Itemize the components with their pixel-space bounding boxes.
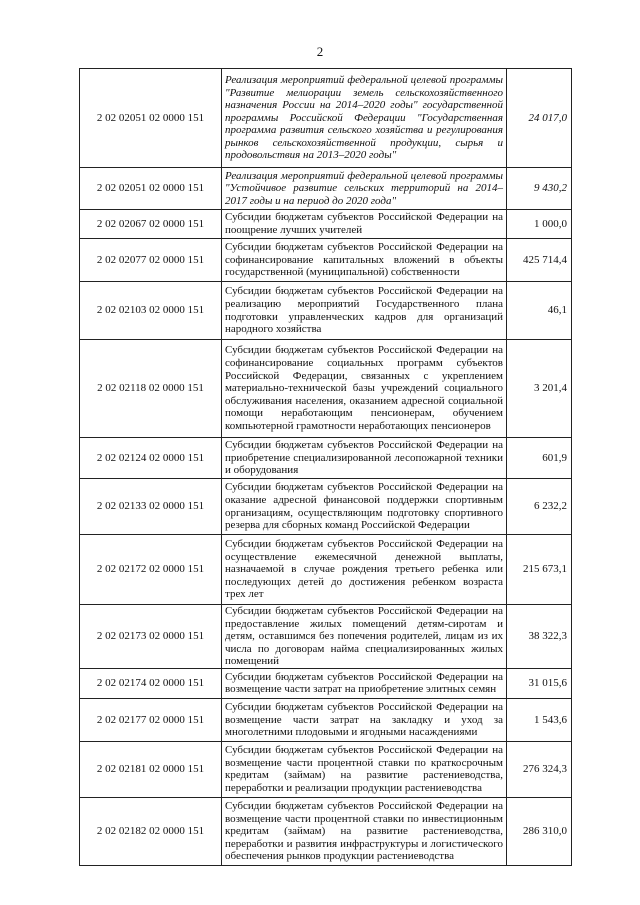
budget-code-cell: 2 02 02173 02 0000 151 (80, 605, 222, 669)
page-number: 2 (316, 44, 324, 59)
amount-cell: 425 714,4 (507, 239, 572, 282)
table-row (80, 797, 572, 865)
budget-code-cell: 2 02 02118 02 0000 151 (80, 340, 222, 438)
budget-code-cell: 2 02 02103 02 0000 151 (80, 282, 222, 340)
budget-revenue-table (79, 68, 572, 866)
table-row (80, 698, 572, 741)
amount-cell: 9 430,2 (507, 168, 572, 210)
description-cell: Субсидии бюджетам субъектов Российской Федерации на приобретение специализированной лесопожарной техники и оборудования (222, 438, 507, 479)
table-row (80, 535, 572, 605)
budget-code-cell: 2 02 02124 02 0000 151 (80, 438, 222, 479)
table-row (80, 282, 572, 340)
table-row (80, 741, 572, 797)
amount-cell: 38 322,3 (507, 605, 572, 669)
table-row (80, 168, 572, 210)
budget-code-cell: 2 02 02067 02 0000 151 (80, 210, 222, 239)
table-row (80, 69, 572, 168)
description-cell: Субсидии бюджетам субъектов Российской Федерации на возмещение части процентной ставки по краткосрочным кредитам (займам) на развитие растениеводства, переработки и реализации продукции растениеводства (222, 741, 507, 797)
budget-code-cell: 2 02 02174 02 0000 151 (80, 668, 222, 698)
amount-cell: 31 015,6 (507, 668, 572, 698)
amount-cell: 276 324,3 (507, 741, 572, 797)
budget-code-cell: 2 02 02182 02 0000 151 (80, 797, 222, 865)
description-cell: Реализация мероприятий федеральной целевой программы "Устойчивое развитие сельских территорий на 2014–2017 годы и на период до 2020 года" (222, 168, 507, 210)
description-cell: Субсидии бюджетам субъектов Российской Федерации на предоставление жилых помещений детям-сиротам и детям, оставшимся без попечения родителей, лицам из их числа по договорам найма специализированных жилых помещений (222, 605, 507, 669)
table-row (80, 438, 572, 479)
amount-cell: 215 673,1 (507, 535, 572, 605)
amount-cell: 286 310,0 (507, 797, 572, 865)
description-cell: Субсидии бюджетам субъектов Российской Федерации на возмещение части процентной ставки по инвестиционным кредитам (займам) на развитие растениеводства, переработки и развития инфраструктуры и логистического обеспечения рынков продукции растениеводства (222, 797, 507, 865)
description-cell: Субсидии бюджетам субъектов Российской Федерации на возмещение части затрат на закладку и уход за многолетними плодовыми и ягодными насаждениями (222, 698, 507, 741)
budget-code-cell: 2 02 02177 02 0000 151 (80, 698, 222, 741)
table-row (80, 239, 572, 282)
amount-cell: 1 543,6 (507, 698, 572, 741)
table-row (80, 479, 572, 535)
description-cell: Субсидии бюджетам субъектов Российской Федерации на софинансирование капитальных вложений в объекты государственной (муниципальной) собственности (222, 239, 507, 282)
table-row (80, 605, 572, 669)
description-cell: Субсидии бюджетам субъектов Российской Федерации на софинансирование социальных программ субъектов Российской Федерации, связанных с укреплением материально-технической базы учреждений социального обслуживания населения, оказанием адресной социальной помощи неработающим пенсионерам, обучением компьютерной грамотности неработающих пенсионеров (222, 340, 507, 438)
budget-code-cell: 2 02 02051 02 0000 151 (80, 168, 222, 210)
amount-cell: 46,1 (507, 282, 572, 340)
table-row (80, 340, 572, 438)
budget-code-cell: 2 02 02051 02 0000 151 (80, 69, 222, 168)
amount-cell: 24 017,0 (507, 69, 572, 168)
description-cell: Реализация мероприятий федеральной целевой программы "Развитие мелиорации земель сельскохозяйственного назначения России на 2014–2020 годы" государственной программы Российской Федерации "Государственная программа развития сельского хозяйства и регулирования рынков сельскохозяйственной продукции, сырья и продовольствия на 2013–2020 годы" (222, 69, 507, 168)
description-cell: Субсидии бюджетам субъектов Российской Федерации на реализацию мероприятий Государственного плана подготовки управленческих кадров для организаций народного хозяйства (222, 282, 507, 340)
description-cell: Субсидии бюджетам субъектов Российской Федерации на поощрение лучших учителей (222, 210, 507, 239)
budget-code-cell: 2 02 02172 02 0000 151 (80, 535, 222, 605)
amount-cell: 601,9 (507, 438, 572, 479)
amount-cell: 1 000,0 (507, 210, 572, 239)
description-cell: Субсидии бюджетам субъектов Российской Федерации на оказание адресной финансовой поддержки спортивным организациям, осуществляющим подготовку спортивного резерва для сборных команд Российской Федерации (222, 479, 507, 535)
description-cell: Субсидии бюджетам субъектов Российской Федерации на осуществление ежемесячной денежной выплаты, назначаемой в случае рождения третьего ребенка или последующих детей до достижения ребенком возраста трех лет (222, 535, 507, 605)
amount-cell: 6 232,2 (507, 479, 572, 535)
budget-code-cell: 2 02 02133 02 0000 151 (80, 479, 222, 535)
budget-code-cell: 2 02 02181 02 0000 151 (80, 741, 222, 797)
table-row (80, 210, 572, 239)
table-row (80, 668, 572, 698)
amount-cell: 3 201,4 (507, 340, 572, 438)
budget-code-cell: 2 02 02077 02 0000 151 (80, 239, 222, 282)
description-cell: Субсидии бюджетам субъектов Российской Федерации на возмещение части затрат на приобретение элитных семян (222, 668, 507, 698)
